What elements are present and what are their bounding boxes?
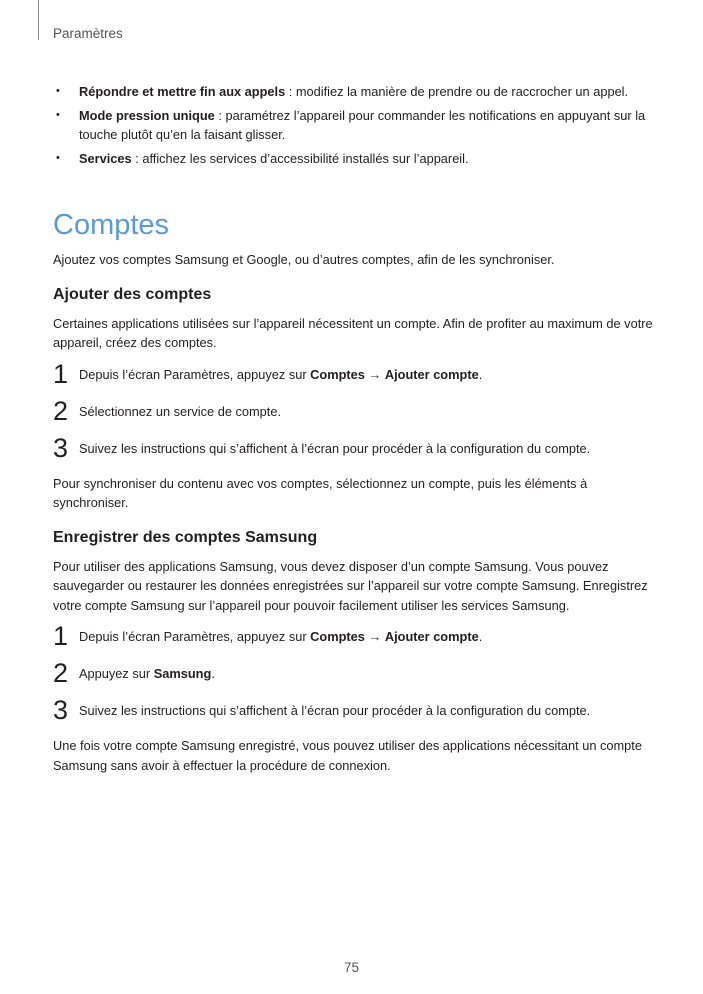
list-item [53,149,653,169]
item-text: : affichez les services d’accessibilité installés sur l’appareil. [131,150,469,166]
step-text: Sélectionnez un service de compte. [79,403,282,419]
step-number: 3 [53,695,69,725]
step-3 [53,432,653,463]
step-number: 2 [53,395,69,426]
step-number: 1 [53,358,69,389]
item-text: : paramétrez l’appareil pour commander les notifications en appuyant sur la touche plutôt qu’en la faisant glisser. [79,107,646,142]
bullet-icon: • [56,151,60,164]
bullet-list [53,82,653,168]
item-term: Services [79,150,132,166]
login-note: Une fois votre compte Samsung enregistré, vous pouvez utiliser des applications nécessitant un compte Samsung sans avoir à effectuer la procédure de connexion. [53,738,642,773]
list-item [53,82,653,102]
item-text: : modifiez la manière de prendre ou de raccrocher un appel. [285,84,629,99]
crop-mark [38,0,39,40]
step-text: Suivez les instructions qui s’affichent à l’écran pour procéder à la configuration du compte. [79,440,591,456]
list-item [53,106,653,145]
page-content [53,82,653,785]
page-title: Comptes [53,209,170,241]
page-number: 75 [343,960,360,975]
step-1 [53,358,653,389]
step-text: Suivez les instructions qui s’affichent à l’écran pour procéder à la configuration du compte. [79,703,591,718]
section-heading-samsung-accounts: Enregistrer des comptes Samsung [53,528,318,546]
step-text: Appuyez sur Samsung. [79,666,215,681]
step-number: 1 [53,621,69,651]
section-heading-add-accounts: Ajouter des comptes [53,285,212,303]
sync-note: Pour synchroniser du contenu avec vos comptes, sélectionnez un compte, puis les éléments à synchroniser. [53,475,588,510]
step-number: 3 [53,432,69,463]
step-2 [53,395,653,426]
step-1 [53,621,653,651]
bullet-icon: • [56,108,60,121]
step-number: 2 [53,658,69,688]
page-header: Paramètres [53,26,123,41]
step-text: Depuis l’écran Paramètres, appuyez sur Comptes → Ajouter compte. [79,629,483,644]
intro-text: Ajoutez vos comptes Samsung et Google, ou d’autres comptes, afin de les synchroniser. [53,252,555,267]
step-3 [53,695,653,725]
item-term: Mode pression unique [79,107,215,123]
step-2 [53,658,653,688]
bullet-icon: • [56,85,60,97]
section-paragraph: Certaines applications utilisées sur l’appareil nécessitent un compte. Afin de profiter au maximum de votre appareil, créez des comptes. [53,315,653,350]
arrow-icon: → [364,366,385,382]
section-paragraph: Pour utiliser des applications Samsung, vous devez disposer d’un compte Samsung. Vous pouvez sauvegarder ou restaurer les données enregistrées sur l’appareil sur votre compte Samsung. Enregistrez votre compte Samsung sur l’appareil pour pouvoir facilement utiliser les services Samsung. [53,558,648,613]
arrow-icon: → [364,629,385,644]
step-text: Depuis l’écran Paramètres, appuyez sur Comptes → Ajouter compte. [79,366,483,382]
item-term: Répondre et mettre fin aux appels [79,84,286,99]
